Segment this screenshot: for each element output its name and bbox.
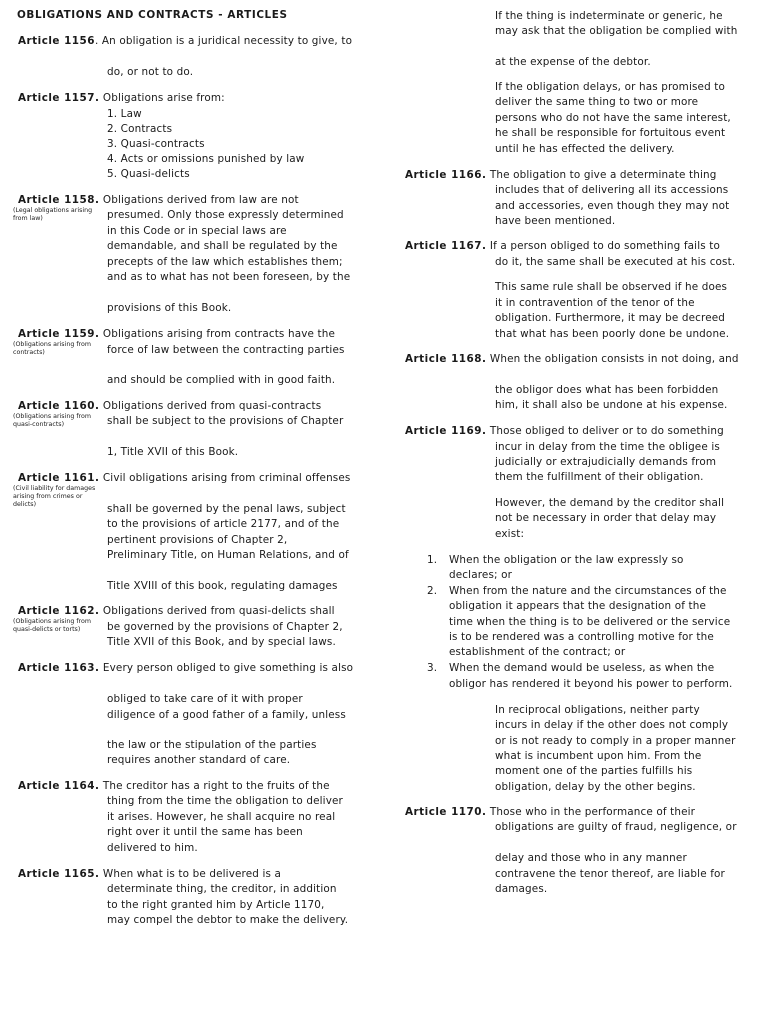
article-text: incur in delay from the time the obligee is [495, 441, 720, 453]
article-text: in this Code or in special laws are [107, 225, 287, 237]
list-item: 1. Law [107, 108, 142, 120]
article-1156 [18, 34, 352, 49]
article-text: do it, the same shall be executed at his cost. [495, 256, 736, 268]
article-1157 [18, 91, 225, 106]
list-item: When the demand would be useless, as when the [449, 662, 715, 674]
article-label: Article 1163. [18, 662, 100, 674]
article-text: not be necessary in order that delay may [495, 512, 717, 524]
article-text: that what has been poorly done be undone. [495, 328, 730, 340]
side-note: (Obligations arising from quasi-delicts or torts) [13, 618, 91, 633]
list-number: 2. [427, 585, 438, 597]
article-label: Article 1165. [18, 868, 100, 880]
article-1170 [405, 805, 695, 820]
article-text: him, it shall also be undone at his expense. [495, 399, 728, 411]
article-1165 [18, 867, 281, 882]
article-1160 [18, 399, 321, 414]
article-text: Preliminary Title, on Human Relations, and of [107, 549, 349, 561]
list-number: 1. [427, 554, 438, 566]
side-note: (Civil liability for damages arising from crimes or delicts) [13, 485, 96, 508]
article-text: determinate thing, the creditor, in addition [107, 883, 337, 895]
article-text: do, or not to do. [107, 66, 194, 78]
article-1158 [18, 193, 299, 208]
article-text: right over it until the same has been [107, 826, 303, 838]
article-text: contravene the tenor thereof, are liable for [495, 868, 725, 880]
article-label: Article 1166. [405, 169, 487, 181]
article-text: exist: [495, 528, 525, 540]
article-text: it in contravention of the tenor of the [495, 297, 695, 309]
article-1169 [405, 424, 724, 439]
article-1163 [18, 661, 353, 676]
article-text: Every person obliged to give something is also [99, 662, 354, 674]
article-text: the law or the stipulation of the parties [107, 739, 317, 751]
article-text: and accessories, even though they may not [495, 200, 730, 212]
article-text: However, the demand by the creditor shall [495, 497, 725, 509]
article-text: If the thing is indeterminate or generic, he [495, 10, 723, 22]
article-text: judicially or extrajudicially demands from [495, 456, 717, 468]
article-text: . An obligation is a juridical necessity to give, to [95, 35, 353, 47]
article-text: it arises. However, he shall acquire no real [107, 811, 336, 823]
article-text: presumed. Only those expressly determined [107, 209, 344, 221]
article-text: This same rule shall be observed if he does [495, 281, 728, 293]
list-item: obligation it appears that the designation of the [449, 600, 706, 612]
article-text: may ask that the obligation be complied with [495, 25, 738, 37]
article-text: When the obligation consists in not doing, and [486, 353, 739, 365]
article-text: persons who do not have the same interest, [495, 112, 731, 124]
article-text: or is not ready to comply in a proper manner [495, 735, 736, 747]
article-text: Those obliged to deliver or to do something [486, 425, 724, 437]
article-text: deliver the same thing to two or more [495, 96, 699, 108]
article-label: Article 1169. [405, 425, 487, 437]
article-text: delay and those who in any manner [495, 852, 687, 864]
article-text: Those who in the performance of their [486, 806, 696, 818]
article-text: them the fulfillment of their obligation. [495, 471, 704, 483]
article-text: Obligations derived from quasi-contracts [99, 400, 322, 412]
article-text: The creditor has a right to the fruits of the [99, 780, 330, 792]
article-label: Article 1170. [405, 806, 487, 818]
article-text: When what is to be delivered is a [99, 868, 282, 880]
article-text: have been mentioned. [495, 215, 616, 227]
article-text: The obligation to give a determinate thing [486, 169, 717, 181]
article-text: Obligations derived from law are not [99, 194, 299, 206]
document-title: OBLIGATIONS AND CONTRACTS - ARTICLES [17, 9, 288, 21]
list-item: declares; or [449, 569, 513, 581]
article-text: until he has effected the delivery. [495, 143, 675, 155]
list-number: 3. [427, 662, 438, 674]
article-1161 [18, 471, 350, 486]
article-label: Article 1156 [18, 35, 95, 47]
article-text: Obligations arise from: [99, 92, 225, 104]
list-item: 4. Acts or omissions punished by law [107, 153, 305, 165]
article-text: damages. [495, 883, 548, 895]
article-text: provisions of this Book. [107, 302, 232, 314]
side-note: (Legal obligations arising from law) [13, 207, 93, 222]
article-text: precepts of the law which establishes them; [107, 256, 343, 268]
article-text: Title XVII of this Book, and by special laws. [107, 636, 336, 648]
article-1168 [405, 352, 739, 367]
article-label: Article 1161. [18, 472, 100, 484]
article-1159 [18, 327, 335, 342]
article-1164 [18, 779, 330, 794]
list-item: obligor has rendered it beyond his power to perform. [449, 678, 733, 690]
article-text: diligence of a good father of a family, unless [107, 709, 346, 721]
article-text: moment one of the parties fulfills his [495, 765, 693, 777]
list-item: time when the thing is to be delivered or the service [449, 616, 731, 628]
article-text: he shall be responsible for fortuitous event [495, 127, 726, 139]
article-text: incurs in delay if the other does not comply [495, 719, 729, 731]
article-text: Obligations arising from contracts have the [99, 328, 336, 340]
article-1162 [18, 604, 335, 619]
article-label: Article 1157. [18, 92, 100, 104]
list-item: is to be rendered was a controlling motive for the [449, 631, 714, 643]
article-label: Article 1159. [18, 328, 100, 340]
list-item: 2. Contracts [107, 123, 173, 135]
list-item: 3. Quasi-contracts [107, 138, 205, 150]
article-text: the obligor does what has been forbidden [495, 384, 719, 396]
article-text: and as to what has not been foreseen, by the [107, 271, 351, 283]
article-text: Obligations derived from quasi-delicts shall [99, 605, 335, 617]
list-item: When from the nature and the circumstances of the [449, 585, 727, 597]
article-text: to the provisions of article 2177, and of the [107, 518, 340, 530]
article-1166 [405, 168, 716, 183]
article-text: force of law between the contracting parties [107, 344, 345, 356]
article-label: Article 1158. [18, 194, 100, 206]
article-text: In reciprocal obligations, neither party [495, 704, 700, 716]
list-item: When the obligation or the law expressly so [449, 554, 684, 566]
article-text: obligation, delay by the other begins. [495, 781, 696, 793]
side-note: (Obligations arising from contracts) [13, 341, 91, 356]
list-item: establishment of the contract; or [449, 646, 626, 658]
article-text: what is incumbent upon him. From the [495, 750, 702, 762]
article-text: includes that of delivering all its accessions [495, 184, 729, 196]
list-item: 5. Quasi-delicts [107, 168, 190, 180]
article-text: may compel the debtor to make the delivery. [107, 914, 349, 926]
side-note: (Obligations arising from quasi-contracts) [13, 413, 91, 428]
article-text: If a person obliged to do something fails to [486, 240, 720, 252]
article-label: Article 1162. [18, 605, 100, 617]
article-text: thing from the time the obligation to deliver [107, 795, 343, 807]
article-text: 1, Title XVII of this Book. [107, 446, 239, 458]
article-text: requires another standard of care. [107, 754, 291, 766]
article-text: Title XVIII of this book, regulating damages [107, 580, 338, 592]
article-text: pertinent provisions of Chapter 2, [107, 534, 288, 546]
article-label: Article 1168. [405, 353, 487, 365]
article-label: Article 1164. [18, 780, 100, 792]
article-text: obligation. Furthermore, it may be decreed [495, 312, 726, 324]
article-text: shall be subject to the provisions of Chapter [107, 415, 344, 427]
article-text: demandable, and shall be regulated by the [107, 240, 338, 252]
article-text: be governed by the provisions of Chapter 2, [107, 621, 343, 633]
article-text: Civil obligations arising from criminal offenses [99, 472, 351, 484]
article-text: shall be governed by the penal laws, subject [107, 503, 346, 515]
article-text: obliged to take care of it with proper [107, 693, 303, 705]
article-text: to the right granted him by Article 1170, [107, 899, 325, 911]
article-text: If the obligation delays, or has promised to [495, 81, 726, 93]
article-text: at the expense of the debtor. [495, 56, 651, 68]
article-text: delivered to him. [107, 842, 198, 854]
article-label: Article 1160. [18, 400, 100, 412]
article-text: obligations are guilty of fraud, negligence, or [495, 821, 737, 833]
article-text: and should be complied with in good faith. [107, 374, 336, 386]
article-label: Article 1167. [405, 240, 487, 252]
article-1167 [405, 239, 720, 254]
